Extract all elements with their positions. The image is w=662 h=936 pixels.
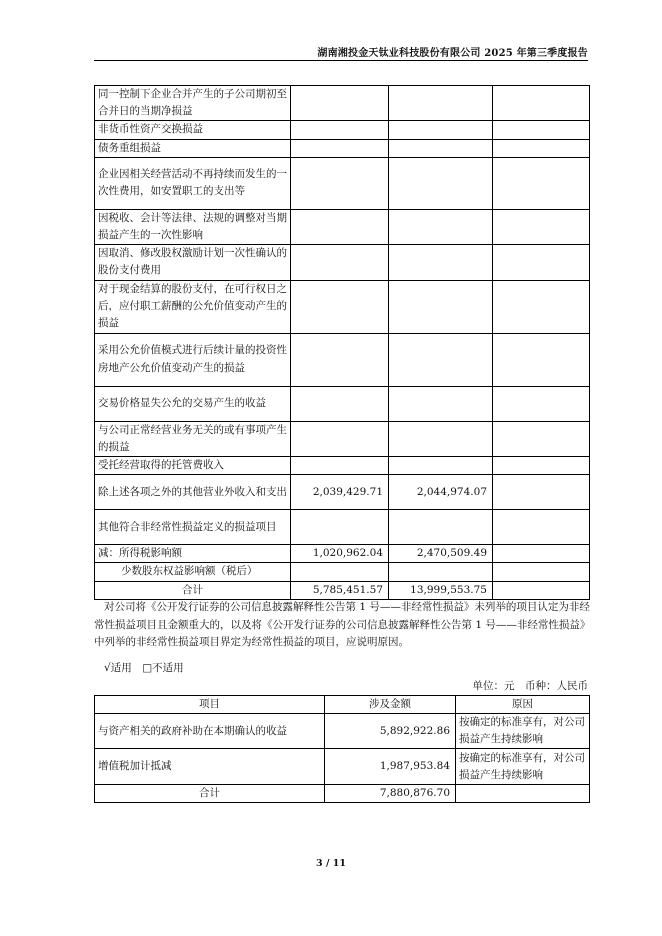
row-label: 受托经营取得的托管费收入: [95, 457, 291, 475]
cell-current: 5,785,451.57: [291, 581, 389, 599]
cell-note: [493, 139, 590, 157]
cell-note: [493, 563, 590, 581]
cell-ytd: [389, 157, 493, 209]
cell-current: [291, 510, 389, 545]
cell-current: [291, 280, 389, 333]
cell-ytd: [389, 209, 493, 244]
table-row: [95, 563, 590, 581]
row-label: 同一控制下企业合并产生的子公司期初至合并日的当期净损益: [95, 86, 291, 121]
row-label: 交易价格显失公允的交易产生的收益: [95, 386, 291, 421]
row-label: 合计: [95, 581, 291, 599]
table-row: [95, 280, 590, 333]
header-rule: [94, 60, 588, 61]
cell-reason: 按确定的标准享有，对公司损益产生持续影响: [456, 714, 590, 749]
cell-ytd: 2,470,509.49: [389, 545, 493, 563]
cell-item: 增值税加计抵减: [95, 749, 325, 785]
cell-note: [493, 421, 590, 456]
table-total-row: [95, 581, 590, 599]
cell-current: [291, 457, 389, 475]
cell-reason: 按确定的标准享有，对公司损益产生持续影响: [456, 749, 590, 785]
cell-current: 1,020,962.04: [291, 545, 389, 563]
cell-ytd: 13,999,553.75: [389, 581, 493, 599]
cell-ytd: [389, 457, 493, 475]
cell-reason: [456, 785, 590, 803]
table-row: [95, 475, 590, 510]
unit-currency-line: 单位：元 币种：人民币: [472, 680, 588, 692]
row-label: 除上述各项之外的其他营业外收入和支出: [95, 475, 291, 510]
cell-note: [493, 386, 590, 421]
cell-ytd: [389, 86, 493, 121]
cell-note: [493, 475, 590, 510]
table-row: [95, 157, 590, 209]
cell-note: [493, 86, 590, 121]
cell-ytd: [389, 386, 493, 421]
row-label: 因取消、修改股权激励计划一次性确认的股份支付费用: [95, 245, 291, 280]
header-item: 项目: [95, 696, 325, 714]
table-row: [95, 457, 590, 475]
row-label: 债务重组损益: [95, 139, 291, 157]
cell-item: 与资产相关的政府补助在本期确认的收益: [95, 714, 325, 749]
table-row: [95, 121, 590, 139]
cell-current: [291, 563, 389, 581]
table-row: [95, 86, 590, 121]
table-row: [95, 139, 590, 157]
header-amount: 涉及金额: [325, 696, 456, 714]
table-row: [95, 245, 590, 280]
cell-ytd: [389, 510, 493, 545]
cell-note: [493, 209, 590, 244]
page-number: 3 / 11: [316, 858, 346, 869]
row-label: 减：所得税影响额: [95, 545, 291, 563]
table-row: [95, 209, 590, 244]
cell-current: [291, 209, 389, 244]
cell-note: [493, 457, 590, 475]
row-label: 企业因相关经营活动不再持续而发生的一次性费用，如安置职工的支出等: [95, 157, 291, 209]
cell-item: 合计: [95, 785, 325, 803]
header-reason: 原因: [456, 696, 590, 714]
cell-ytd: [389, 139, 493, 157]
table-row: [95, 545, 590, 563]
reclassified-items-table: [94, 695, 590, 803]
cell-current: [291, 245, 389, 280]
cell-note: [493, 333, 590, 386]
row-label: 其他符合非经常性损益定义的损益项目: [95, 510, 291, 545]
cell-note: [493, 245, 590, 280]
table-row: [95, 714, 590, 749]
cell-current: [291, 86, 389, 121]
applicable-checkbox: √适用: [104, 662, 132, 674]
cell-current: 2,039,429.71: [291, 475, 389, 510]
cell-ytd: 2,044,974.07: [389, 475, 493, 510]
cell-note: [493, 510, 590, 545]
cell-note: [493, 581, 590, 599]
cell-ytd: [389, 280, 493, 333]
cell-current: [291, 333, 389, 386]
applicability-line: [104, 660, 184, 677]
cell-note: [493, 121, 590, 139]
table-row: [95, 749, 590, 785]
row-label: 与公司正常经营业务无关的或有事项产生的损益: [95, 421, 291, 456]
cell-amount: 7,880,876.70: [325, 785, 456, 803]
row-label: 对于现金结算的股份支付，在可行权日之后，应付职工薪酬的公允价值变动产生的损益: [95, 280, 291, 333]
cell-ytd: [389, 421, 493, 456]
table-total-row: [95, 785, 590, 803]
cell-note: [493, 157, 590, 209]
cell-note: [493, 545, 590, 563]
cell-current: [291, 139, 389, 157]
table-header-row: [95, 696, 590, 714]
row-label: 因税收、会计等法律、法规的调整对当期损益产生的一次性影响: [95, 209, 291, 244]
cell-ytd: [389, 121, 493, 139]
table-row: [95, 333, 590, 386]
cell-current: [291, 386, 389, 421]
cell-current: [291, 157, 389, 209]
cell-ytd: [389, 563, 493, 581]
cell-amount: 5,892,922.86: [325, 714, 456, 749]
cell-amount: 1,987,953.84: [325, 749, 456, 785]
table-row: [95, 386, 590, 421]
row-label: 采用公允价值模式进行后续计量的投资性房地产公允价值变动产生的损益: [95, 333, 291, 386]
not-applicable-checkbox: □不适用: [142, 662, 184, 674]
cell-current: [291, 421, 389, 456]
cell-note: [493, 280, 590, 333]
page-header-title: 湖南湘投金天钛业科技股份有限公司 2025 年第三季度报告: [317, 48, 588, 59]
non-recurring-items-table: [94, 85, 590, 600]
cell-ytd: [389, 333, 493, 386]
cell-ytd: [389, 245, 493, 280]
row-label: 少数股东权益影响额（税后）: [95, 563, 291, 581]
cell-current: [291, 121, 389, 139]
table-row: [95, 421, 590, 456]
explanation-paragraph: 对公司将《公开发行证券的公司信息披露解释性公告第 1 号——非经常性损益》未列举的项目认定为非经常性损益项目且金额重大的，以及将《公开发行证券的公司信息披露解释性公告第 1 号——非经常性损益》中列举的非经常性损益项目界定为经常性损益的项目，应说明原因。: [94, 601, 590, 648]
table-row: [95, 510, 590, 545]
row-label: 非货币性资产交换损益: [95, 121, 291, 139]
